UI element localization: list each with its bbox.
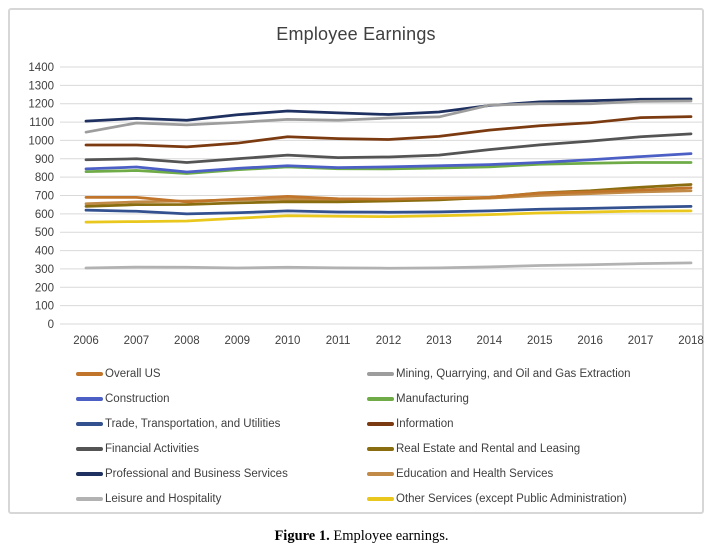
series-line-mining-quarrying-and-oil-and-gas-extraction bbox=[86, 101, 691, 132]
x-axis-tick-label: 2017 bbox=[627, 335, 654, 347]
legend-item-financial-activities bbox=[76, 436, 367, 461]
legend-label: Professional and Business Services bbox=[105, 467, 288, 480]
chart-legend bbox=[10, 361, 702, 511]
legend-swatch-icon bbox=[367, 422, 394, 426]
legend-label: Financial Activities bbox=[105, 442, 199, 455]
y-axis-tick-label: 200 bbox=[34, 282, 54, 295]
legend-label: Mining, Quarrying, and Oil and Gas Extraction bbox=[396, 367, 631, 380]
legend-label: Construction bbox=[105, 392, 170, 405]
legend-swatch-icon bbox=[76, 497, 103, 501]
plot-area bbox=[10, 48, 706, 350]
series-line-leisure-and-hospitality bbox=[86, 263, 691, 268]
chart-title: Employee Earnings bbox=[276, 24, 436, 44]
legend-swatch-icon bbox=[76, 422, 103, 426]
x-axis-tick-label: 2013 bbox=[426, 335, 452, 347]
legend-swatch-icon bbox=[76, 472, 103, 476]
x-axis-tick-label: 2010 bbox=[274, 335, 301, 347]
legend-item-professional-and-business-services bbox=[76, 461, 367, 486]
y-axis-tick-label: 700 bbox=[34, 190, 54, 203]
legend-swatch-icon bbox=[367, 372, 394, 376]
x-axis-tick-label: 2009 bbox=[224, 335, 251, 347]
x-axis-tick-label: 2007 bbox=[123, 335, 150, 347]
legend-item-construction bbox=[76, 386, 367, 411]
y-axis-tick-label: 1000 bbox=[28, 135, 54, 148]
x-axis-tick-label: 2015 bbox=[526, 335, 553, 347]
legend-item-other-services-except-public-administration bbox=[367, 486, 702, 511]
legend-swatch-icon bbox=[76, 447, 103, 451]
legend-item-manufacturing bbox=[367, 386, 702, 411]
legend-label: Manufacturing bbox=[396, 392, 469, 405]
y-axis-tick-label: 0 bbox=[47, 319, 54, 331]
legend-swatch-icon bbox=[367, 447, 394, 451]
chart-frame bbox=[8, 8, 704, 514]
figure-caption-label: Figure 1. bbox=[274, 528, 330, 544]
x-axis-tick-label: 2018 bbox=[678, 335, 704, 347]
y-axis-tick-label: 100 bbox=[34, 300, 54, 313]
legend-item-real-estate-and-rental-and-leasing bbox=[367, 436, 702, 461]
legend-label: Leisure and Hospitality bbox=[105, 492, 222, 505]
legend-label: Information bbox=[396, 417, 454, 430]
legend-label: Overall US bbox=[105, 367, 161, 380]
y-axis-tick-label: 900 bbox=[34, 153, 54, 166]
y-axis-tick-label: 600 bbox=[34, 208, 54, 221]
y-axis-tick-label: 500 bbox=[34, 227, 54, 240]
y-axis-tick-label: 300 bbox=[34, 263, 54, 276]
y-axis-tick-label: 1300 bbox=[28, 80, 54, 93]
y-axis-tick-label: 800 bbox=[34, 172, 54, 185]
y-axis-tick-label: 1200 bbox=[28, 98, 54, 111]
x-axis-tick-label: 2008 bbox=[174, 335, 200, 347]
legend-label: Education and Health Services bbox=[396, 467, 554, 480]
legend-swatch-icon bbox=[76, 397, 103, 401]
legend-item-information bbox=[367, 411, 702, 436]
legend-item-education-and-health-services bbox=[367, 461, 702, 486]
figure-caption bbox=[0, 528, 723, 545]
legend-item-leisure-and-hospitality bbox=[76, 486, 367, 511]
legend-swatch-icon bbox=[76, 372, 103, 376]
legend-label: Real Estate and Rental and Leasing bbox=[396, 442, 581, 455]
y-axis-tick-label: 1400 bbox=[28, 62, 54, 74]
x-axis-tick-label: 2012 bbox=[375, 335, 402, 347]
y-axis-tick-label: 1100 bbox=[29, 117, 54, 130]
legend-swatch-icon bbox=[367, 497, 394, 501]
legend-item-mining-quarrying-and-oil-and-gas-extraction bbox=[367, 361, 702, 386]
x-axis-tick-label: 2006 bbox=[73, 335, 99, 347]
x-axis-tick-label: 2016 bbox=[577, 335, 603, 347]
x-axis-tick-label: 2014 bbox=[476, 335, 503, 347]
figure-caption-text: Employee earnings. bbox=[329, 528, 449, 544]
legend-swatch-icon bbox=[367, 472, 394, 476]
legend-swatch-icon bbox=[367, 397, 394, 401]
x-axis-tick-label: 2011 bbox=[325, 335, 351, 347]
legend-label: Other Services (except Public Administration) bbox=[396, 492, 627, 505]
y-axis-tick-label: 400 bbox=[34, 245, 54, 258]
legend-label: Trade, Transportation, and Utilities bbox=[105, 417, 281, 430]
legend-item-trade-transportation-and-utilities bbox=[76, 411, 367, 436]
legend-item-overall-us bbox=[76, 361, 367, 386]
